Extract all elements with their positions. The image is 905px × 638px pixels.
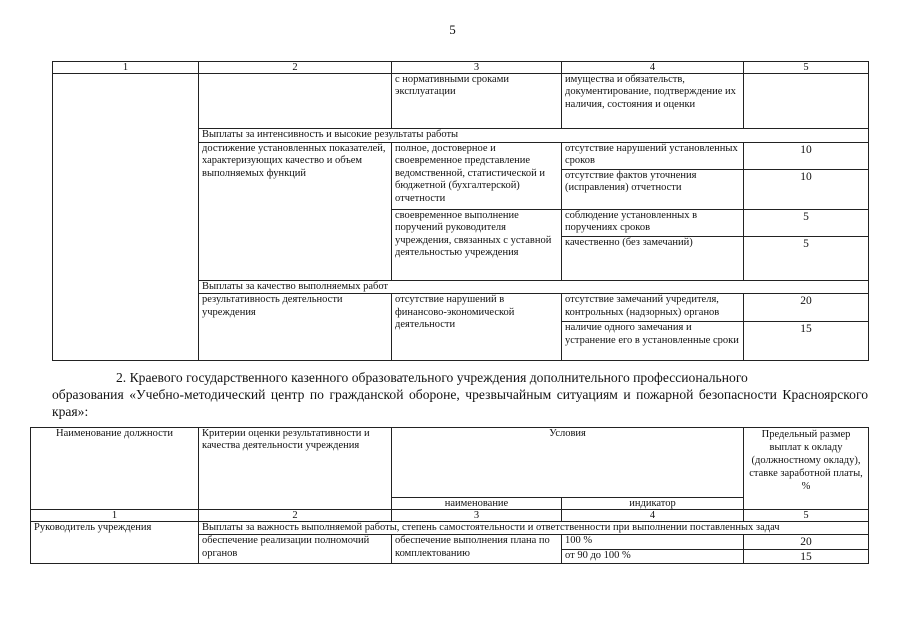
condition-cell: полное, достоверное и своевременное представление ведомственной, статистической и бюджетной (бухгалтерской) отчетности — [392, 143, 562, 210]
indicator-cell: наличие одного замечания и устранение его в установленные сроки — [562, 322, 744, 361]
value-cell: 15 — [744, 322, 869, 361]
col-number: 3 — [392, 62, 562, 74]
col-number: 1 — [53, 62, 199, 74]
value-cell: 20 — [744, 535, 869, 549]
header-position: Наименование должности — [31, 428, 199, 510]
indicator-cell: качественно (без замечаний) — [562, 237, 744, 281]
section-caption — [52, 369, 868, 420]
indicator-cell: соблюдение установленных в поручениях сроков — [562, 210, 744, 237]
value-cell: 5 — [744, 210, 869, 237]
value-cell: 10 — [744, 170, 869, 210]
indicator-cell: отсутствие нарушений установленных сроков — [562, 143, 744, 170]
indicator-cell: отсутствие замечаний учредителя, контрольных (надзорных) органов — [562, 294, 744, 322]
header-conditions: Условия — [392, 428, 744, 498]
page-number: 5 — [449, 22, 456, 37]
position-cell — [53, 74, 199, 361]
indicator-cell: отсутствие фактов уточнения (исправления) отчетности — [562, 170, 744, 210]
col-number: 4 — [562, 62, 744, 74]
indicator-cell: 100 % — [562, 535, 744, 549]
header-indicator: индикатор — [562, 498, 744, 510]
caption-rest: образования «Учебно-методический центр по гражданской обороне, чрезвычайным ситуациям и пожарной безопасности Красноярского края»: — [52, 387, 868, 419]
value-cell — [744, 74, 869, 129]
header-name: наименование — [392, 498, 562, 510]
col-number: 1 — [31, 510, 199, 522]
condition-cell: с нормативными сроками эксплуатации — [392, 74, 562, 129]
header-max-payment: Предельный размер выплат к окладу (должностному окладу), ставке заработной платы, % — [744, 428, 869, 510]
col-number: 3 — [392, 510, 562, 522]
condition-cell: своевременное выполнение поручений руководителя учреждения, связанных с уставной деятельностью учреждения — [392, 210, 562, 281]
value-cell: 5 — [744, 237, 869, 281]
col-number: 5 — [744, 62, 869, 74]
header-criteria: Критерии оценки результативности и качества деятельности учреждения — [199, 428, 392, 510]
indicator-cell: имущества и обязательств, документирование, подтверждение их наличия, состояния и оценки — [562, 74, 744, 129]
indicator-cell: от 90 до 100 % — [562, 549, 744, 563]
position-cell: Руководитель учреждения — [31, 522, 199, 564]
column-number-row — [53, 62, 869, 74]
section-row — [31, 522, 869, 535]
col-number: 5 — [744, 510, 869, 522]
criterion-cell: результативность деятельности учреждения — [199, 294, 392, 361]
value-cell: 15 — [744, 549, 869, 563]
col-number: 2 — [199, 510, 392, 522]
col-number: 2 — [199, 62, 392, 74]
criteria-table — [30, 427, 869, 564]
criterion-cell: обеспечение реализации полномочий органов — [199, 535, 392, 564]
value-cell: 10 — [744, 143, 869, 170]
column-number-row — [31, 510, 869, 522]
section-title: Выплаты за интенсивность и высокие результаты работы — [199, 129, 869, 143]
criterion-cell: достижение установленных показателей, характеризующих качество и объем выполняемых функций — [199, 143, 392, 281]
criterion-cell — [199, 74, 392, 129]
caption-first-line: 2. Краевого государственного казенного образовательного учреждения дополнительного профессионального — [116, 370, 748, 385]
condition-cell: отсутствие нарушений в финансово-экономической деятельности — [392, 294, 562, 361]
section-title: Выплаты за важность выполняемой работы, степень самостоятельности и ответственности при выполнении поставленных задач — [199, 522, 869, 535]
value-cell: 20 — [744, 294, 869, 322]
condition-cell: обеспечение выполнения плана по комплектованию — [392, 535, 562, 564]
header-row — [31, 428, 869, 498]
section-title: Выплаты за качество выполняемых работ — [199, 281, 869, 294]
table-row — [53, 74, 869, 129]
criteria-table-continued — [52, 61, 869, 361]
col-number: 4 — [562, 510, 744, 522]
